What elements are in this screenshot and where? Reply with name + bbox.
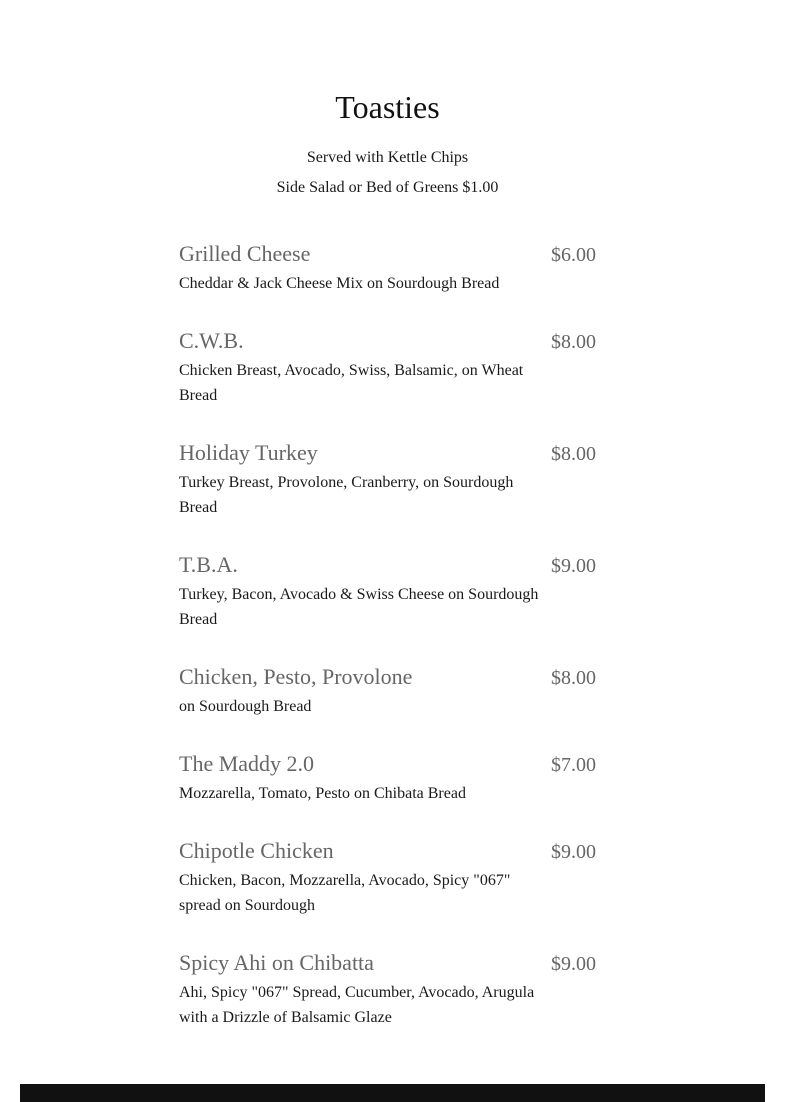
- menu-item: [179, 837, 599, 918]
- menu-item-price: $6.00: [551, 244, 596, 266]
- menu-item-description: on Sourdough Bread: [179, 698, 312, 715]
- menu-item-description: Chicken, Bacon, Mozzarella, Avocado, Spicy "067" spread on Sourdough: [179, 872, 511, 914]
- menu-item: [179, 327, 599, 408]
- menu-list: [179, 240, 599, 1061]
- menu-item: [179, 949, 599, 1030]
- menu-item: [179, 240, 599, 296]
- menu-item: [179, 439, 599, 520]
- footer-bar: [20, 1084, 765, 1102]
- menu-item: [179, 551, 599, 632]
- menu-item-price: $8.00: [551, 667, 596, 689]
- menu-item-name: T.B.A.: [179, 552, 238, 577]
- section-title: Toasties: [335, 89, 440, 125]
- menu-item-name: C.W.B.: [179, 328, 244, 353]
- menu-item: [179, 750, 599, 806]
- menu-item-description: Cheddar & Jack Cheese Mix on Sourdough Bread: [179, 275, 500, 292]
- menu-item-name: Holiday Turkey: [179, 440, 318, 465]
- menu-item-description: Turkey, Bacon, Avocado & Swiss Cheese on Sourdough Bread: [179, 586, 539, 628]
- menu-item-name: Chipotle Chicken: [179, 838, 334, 863]
- menu-item: [179, 663, 599, 719]
- menu-item-price: $9.00: [551, 953, 596, 975]
- menu-item-name: Spicy Ahi on Chibatta: [179, 950, 374, 975]
- menu-item-name: Chicken, Pesto, Provolone: [179, 664, 413, 689]
- menu-item-price: $8.00: [551, 331, 596, 353]
- menu-item-description: Turkey Breast, Provolone, Cranberry, on Sourdough Bread: [179, 474, 514, 516]
- menu-item-price: $7.00: [551, 754, 596, 776]
- menu-item-price: $9.00: [551, 555, 596, 577]
- menu-item-description: Ahi, Spicy "067" Spread, Cucumber, Avocado, Arugula with a Drizzle of Balsamic Glaze: [179, 984, 535, 1026]
- subtitle-served-with: Served with Kettle Chips: [306, 149, 469, 166]
- menu-item-name: Grilled Cheese: [179, 241, 311, 266]
- menu-item-price: $9.00: [551, 841, 596, 863]
- subtitle-side-option: Side Salad or Bed of Greens $1.00: [276, 179, 499, 196]
- menu-item-price: $8.00: [551, 443, 596, 465]
- menu-item-description: Mozzarella, Tomato, Pesto on Chibata Bread: [179, 785, 466, 802]
- menu-item-name: The Maddy 2.0: [179, 751, 315, 776]
- menu-item-description: Chicken Breast, Avocado, Swiss, Balsamic, on Wheat Bread: [179, 362, 524, 404]
